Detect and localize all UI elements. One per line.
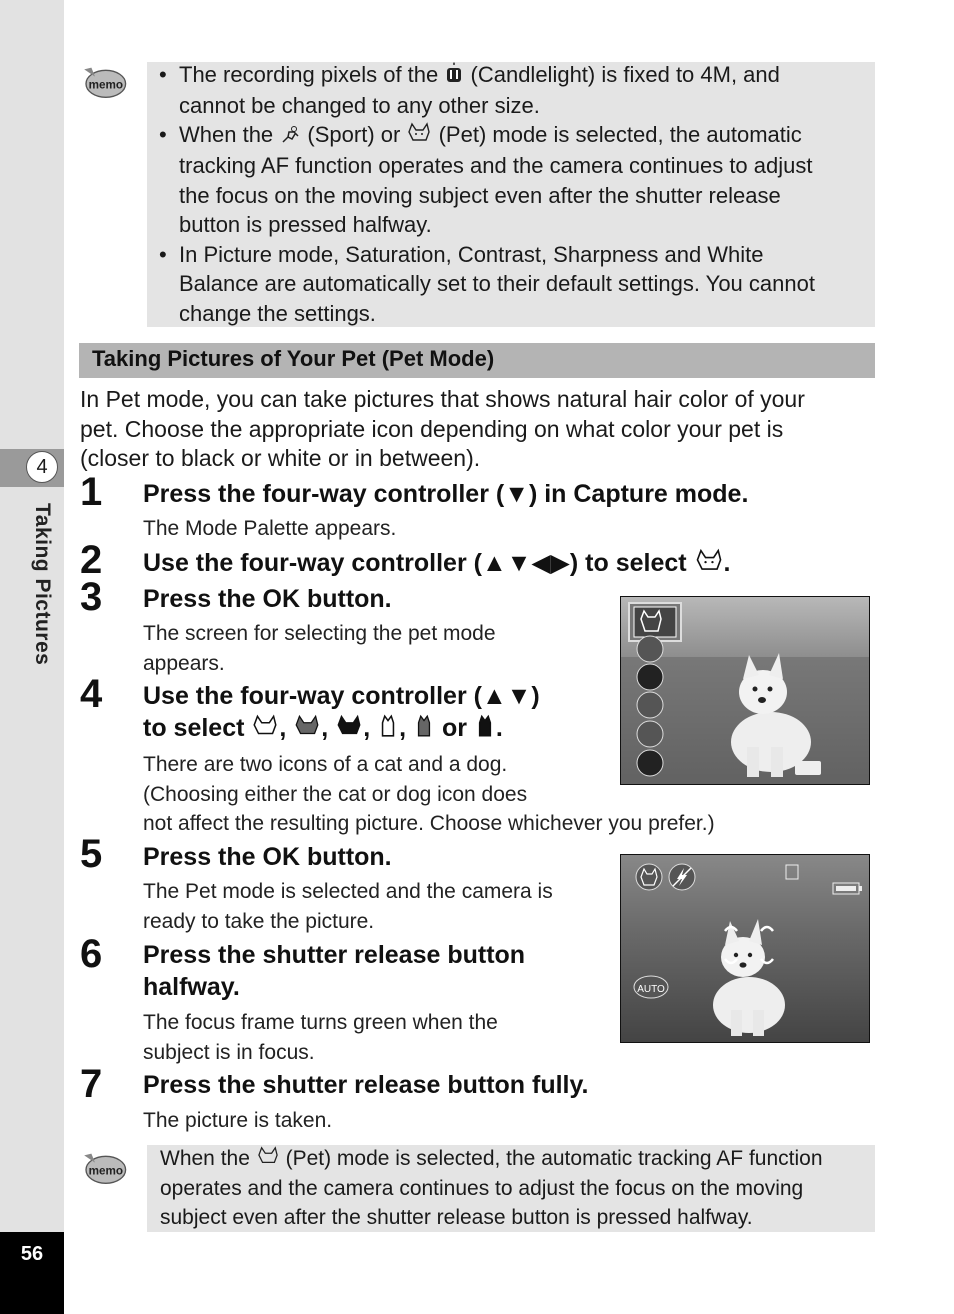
step-title-text: . bbox=[495, 714, 503, 743]
step-title-text: or bbox=[441, 714, 467, 743]
step-title-text: . bbox=[723, 549, 731, 578]
step-title-text: , bbox=[363, 714, 371, 743]
step-number: 6 bbox=[80, 932, 103, 976]
chapter-title: Taking Pictures bbox=[31, 503, 54, 666]
step-number: 7 bbox=[80, 1062, 103, 1106]
step-desc bbox=[143, 750, 715, 839]
step-title-text: Use the four-way controller (▲▼◀▶) to select bbox=[143, 549, 687, 578]
bullet-text: When the bbox=[179, 122, 274, 148]
step-title: Press the OK button. bbox=[143, 585, 392, 613]
pet-icon bbox=[406, 122, 432, 152]
desc-line: The screen for selecting the pet mode bbox=[143, 622, 496, 645]
bullet-text: button is pressed halfway. bbox=[179, 212, 432, 238]
step-title-text: , bbox=[399, 714, 407, 743]
bullet-text: the focus on the moving subject even after the shutter release bbox=[179, 182, 781, 208]
desc-line: ready to take the picture. bbox=[143, 909, 375, 933]
step-desc bbox=[143, 877, 553, 936]
memo-bullet-2: • When the (Sport) or (Pet) mode is selected, the automatic tracking AF function operates and the camera continues to adjust the focus on the moving subject even after the shutter release button is pressed halfway. bbox=[159, 122, 813, 238]
bullet-text: change the settings. bbox=[179, 300, 376, 326]
step-title bbox=[143, 548, 731, 581]
desc-line: appears. bbox=[143, 651, 225, 675]
intro-line: (closer to black or white or in between). bbox=[80, 445, 481, 471]
memo-bullet-1: • The recording pixels of the (Candlelight) is fixed to 4M, and cannot be changed to any other size. bbox=[159, 62, 780, 118]
step-title-text: , bbox=[279, 714, 287, 743]
step-number: 2 bbox=[80, 538, 103, 582]
memo-icon bbox=[80, 1150, 128, 1191]
step-desc: The Mode Palette appears. bbox=[143, 517, 397, 540]
step-title-text: to select bbox=[143, 714, 245, 743]
bullet-text: Balance are automatically set to their default settings. You cannot bbox=[179, 271, 815, 297]
candlelight-icon bbox=[444, 61, 464, 91]
step-title: Press the four-way controller (▼) in Capture mode. bbox=[143, 480, 749, 508]
step-title-text: , bbox=[321, 714, 329, 743]
cat-icon-gray bbox=[413, 714, 435, 745]
bullet-text: (Pet) mode is selected, the automatic bbox=[438, 122, 802, 148]
memo-text: When the bbox=[160, 1147, 250, 1170]
page-number: 56 bbox=[20, 1243, 44, 1265]
step-number: 3 bbox=[80, 575, 103, 619]
step-number: 5 bbox=[80, 832, 103, 876]
memo-text: operates and the camera continues to adjust the focus on the moving bbox=[160, 1176, 804, 1200]
memo2-text bbox=[160, 1144, 870, 1232]
desc-line: not affect the resulting picture. Choose whichever you prefer.) bbox=[143, 812, 715, 835]
step-desc: The picture is taken. bbox=[143, 1109, 333, 1132]
bullet-text: In Picture mode, Saturation, Contrast, Sharpness and White bbox=[179, 241, 764, 267]
step-desc bbox=[143, 1008, 498, 1067]
memo-bullet-3: • In Picture mode, Saturation, Contrast, Sharpness and White Balance are automatically set to their default settings. You cannot change the settings. bbox=[159, 241, 815, 326]
memo-icon bbox=[80, 64, 128, 105]
desc-line: (Choosing either the cat or dog icon does bbox=[143, 782, 528, 806]
pet-icon-gray bbox=[293, 714, 321, 745]
step-title: Press the shutter release button fully. bbox=[143, 1071, 589, 1099]
sport-icon bbox=[279, 122, 301, 152]
desc-line: subject is in focus. bbox=[143, 1040, 315, 1064]
cat-icon bbox=[377, 714, 399, 745]
bullet-text: The recording pixels of the bbox=[179, 62, 439, 87]
desc-line: The Pet mode is selected and the camera is bbox=[143, 880, 553, 903]
desc-line: There are two icons of a cat and a dog. bbox=[143, 753, 508, 776]
intro-line: pet. Choose the appropriate icon depending on what color your pet is bbox=[80, 415, 784, 442]
bullet-text: tracking AF function operates and the camera continues to adjust bbox=[179, 153, 813, 179]
intro-paragraph bbox=[80, 385, 880, 474]
section-title: Taking Pictures of Your Pet (Pet Mode) bbox=[92, 346, 495, 371]
cat-icon-black bbox=[474, 714, 496, 745]
capture-screen bbox=[620, 854, 870, 1043]
svg-text:memo: memo bbox=[88, 1164, 124, 1178]
svg-text:memo: memo bbox=[88, 78, 124, 92]
desc-line: The focus frame turns green when the bbox=[143, 1011, 498, 1034]
step-desc bbox=[143, 619, 496, 678]
pet-icon bbox=[256, 1145, 280, 1174]
step-title: Press the OK button. bbox=[143, 843, 392, 871]
step-title: Use the four-way controller (▲▼) bbox=[143, 682, 540, 710]
step-title: halfway. bbox=[143, 973, 240, 1001]
memo-text: subject even after the shutter release button is pressed halfway. bbox=[160, 1205, 753, 1229]
ok-button-indicator bbox=[795, 761, 821, 775]
chapter-number: 4 bbox=[26, 451, 58, 483]
step-number: 4 bbox=[80, 672, 103, 716]
pet-icon-black bbox=[335, 714, 363, 745]
step-title bbox=[143, 714, 503, 745]
pet-mode-status-icon bbox=[636, 864, 662, 890]
svg-text:AUTO: AUTO bbox=[637, 984, 665, 995]
bullet-text: cannot be changed to any other size. bbox=[179, 92, 540, 118]
pet-icon bbox=[694, 548, 724, 581]
step-title: Press the shutter release button bbox=[143, 941, 526, 969]
bullet-text: (Sport) or bbox=[307, 122, 401, 148]
step-number: 1 bbox=[80, 470, 103, 514]
bullet-text: (Candlelight) is fixed to 4M, and bbox=[470, 62, 780, 87]
pet-icon bbox=[251, 714, 279, 745]
intro-line: In Pet mode, you can take pictures that shows natural hair color of your bbox=[80, 386, 805, 412]
memo-bullets bbox=[147, 60, 875, 328]
memo-text: (Pet) mode is selected, the automatic tracking AF function bbox=[285, 1147, 823, 1170]
